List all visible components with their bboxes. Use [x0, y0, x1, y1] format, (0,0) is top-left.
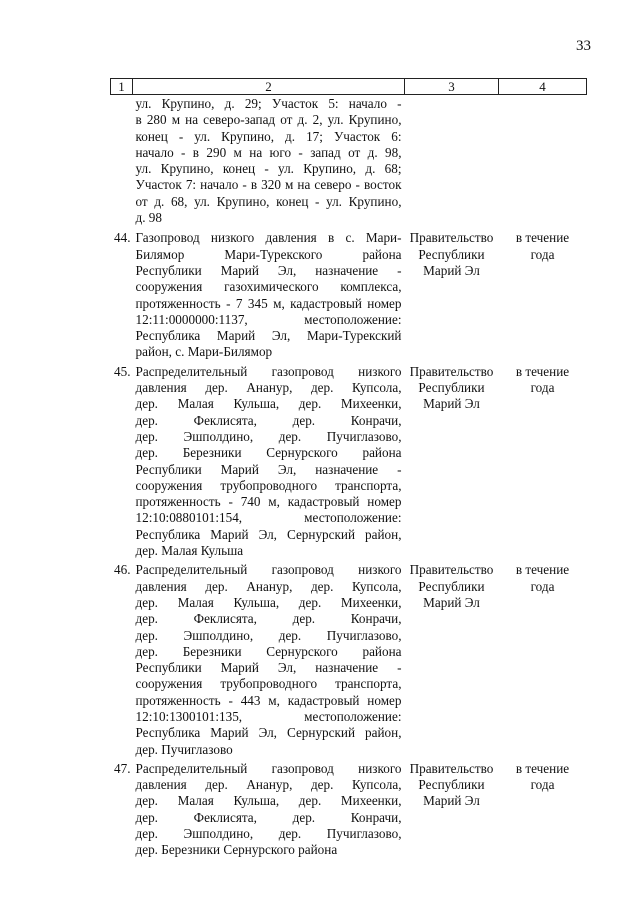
row-executor: [405, 562, 499, 761]
row-term: [499, 230, 587, 363]
executor-line: Республики: [418, 578, 485, 594]
continuation-description-cell: [133, 95, 405, 231]
description-line: протяженность - 7 345 м, кадастровый номер: [135, 295, 402, 311]
executor-line: Марий Эл: [423, 396, 480, 412]
description-line: сооружения трубопроводного транспорта,: [135, 676, 402, 692]
row-executor: [405, 761, 499, 862]
description-line: протяженность - 740 м, кадастровый номер: [135, 494, 402, 510]
description-line: Республики Марий Эл, назначение -: [135, 461, 402, 477]
term-line: в течение: [515, 760, 570, 776]
description-line: Республика Марий Эл, Сернурский район,: [135, 725, 402, 741]
table-body: [111, 95, 587, 862]
description-line: от д. 68, ул. Крупино, конец - ул. Крупино,: [135, 193, 402, 209]
description-line: начало - в 290 м на юго - запад от д. 98,: [135, 144, 402, 160]
registry-table: [110, 78, 587, 862]
column-header-term: 4: [499, 79, 587, 95]
description-line: давления дер. Ананур, дер. Купсола,: [135, 380, 402, 396]
term-line: года: [530, 777, 555, 793]
description-line: дер. Пучиглазово: [135, 741, 233, 757]
executor-line: Марий Эл: [423, 594, 480, 610]
row-term: [499, 364, 587, 563]
row-number: 45.: [114, 363, 131, 379]
description-line: 12:10:0880101:154, местоположение:: [135, 510, 402, 526]
description-line: д. 98: [135, 210, 162, 226]
description-line: дер. Березники Сернурского района: [135, 842, 338, 858]
row-executor: [405, 230, 499, 363]
description-line: Билямор Мари-Турекского района: [135, 246, 402, 262]
description-line: дер. Малая Кульша, дер. Михеенки,: [135, 594, 402, 610]
table-row: [111, 761, 587, 862]
description-line: дер. Эшполдино, дер. Пучиглазово,: [135, 428, 402, 444]
row-term: [499, 562, 587, 761]
description-line: район, с. Мари-Билямор: [135, 344, 273, 360]
table-header-row: [111, 79, 587, 95]
description-line: дер. Феклисята, дер. Конрачи,: [135, 412, 402, 428]
column-header-description: 2: [133, 79, 405, 95]
row-number: 47.: [114, 760, 131, 776]
description-line: сооружения трубопроводного транспорта,: [135, 477, 402, 493]
description-line: Распределительный газопровод низкого: [135, 562, 402, 578]
row-number: 46.: [114, 562, 131, 578]
description-line: Газопровод низкого давления в с. Мари-: [135, 230, 402, 246]
description-line: Республики Марий Эл, назначение -: [135, 262, 402, 278]
description-line: дер. Малая Кульша, дер. Михеенки,: [135, 793, 402, 809]
description-line: дер. Березники Сернурского района: [135, 445, 402, 461]
executor-line: Правительство: [409, 562, 494, 578]
executor-line: Правительство: [409, 760, 494, 776]
column-header-number: 1: [111, 79, 133, 95]
description-line: Распределительный газопровод низкого: [135, 363, 402, 379]
description-line: давления дер. Ананур, дер. Купсола,: [135, 578, 402, 594]
description-line: 12:11:0000000:1137, местоположение:: [135, 311, 402, 327]
description-line: ул. Крупино, д. 29; Участок 5: начало -: [135, 96, 402, 111]
description-line: Республика Марий Эл, Мари-Турекский: [135, 328, 402, 344]
table-row: [111, 562, 587, 761]
row-description: [133, 364, 405, 563]
term-line: в течение: [515, 363, 570, 379]
description-line: Распределительный газопровод низкого: [135, 760, 402, 776]
description-line: дер. Эшполдино, дер. Пучиглазово,: [135, 826, 402, 842]
continuation-number-cell: [111, 95, 133, 231]
executor-line: Правительство: [409, 363, 494, 379]
description-line: ул. Крупино, конец - ул. Крупино, д. 68;: [135, 161, 402, 177]
description-line: Республики Марий Эл, назначение -: [135, 660, 402, 676]
row-description: [133, 761, 405, 862]
description-line: давления дер. Ананур, дер. Купсола,: [135, 777, 402, 793]
term-line: года: [530, 246, 555, 262]
executor-line: Марий Эл: [423, 262, 480, 278]
description-line: Участок 7: начало - в 320 м на северо - восток: [135, 177, 402, 193]
description-line: протяженность - 443 м, кадастровый номер: [135, 692, 402, 708]
executor-line: Республики: [418, 380, 485, 396]
row-executor: [405, 364, 499, 563]
continuation-row: [111, 95, 587, 231]
page-number: 33: [576, 38, 591, 54]
term-line: в течение: [515, 562, 570, 578]
continuation-executor-cell: [405, 95, 499, 231]
table-row: [111, 364, 587, 563]
executor-line: Марий Эл: [423, 793, 480, 809]
continuation-term-cell: [499, 95, 587, 231]
description-line: дер. Эшполдино, дер. Пучиглазово,: [135, 627, 402, 643]
description-line: дер. Феклисята, дер. Конрачи,: [135, 809, 402, 825]
row-description: [133, 230, 405, 363]
term-line: года: [530, 380, 555, 396]
column-header-executor: 3: [405, 79, 499, 95]
description-line: дер. Березники Сернурского района: [135, 643, 402, 659]
description-line: конец - ул. Крупино, д. 17; Участок 6:: [135, 128, 402, 144]
description-line: 12:10:1300101:135, местоположение:: [135, 708, 402, 724]
executor-line: Республики: [418, 246, 485, 262]
row-description: [133, 562, 405, 761]
executor-line: Правительство: [409, 230, 494, 246]
table-row: [111, 230, 587, 363]
executor-line: Республики: [418, 777, 485, 793]
row-term: [499, 761, 587, 862]
term-line: в течение: [515, 230, 570, 246]
description-line: в 280 м на северо-запад от д. 2, ул. Крупино,: [135, 112, 402, 128]
description-line: дер. Малая Кульша, дер. Михеенки,: [135, 396, 402, 412]
description-line: Республика Марий Эл, Сернурский район,: [135, 526, 402, 542]
description-line: сооружения газохимического комплекса,: [135, 279, 402, 295]
description-line: дер. Малая Кульша: [135, 543, 244, 559]
row-number: 44.: [114, 230, 131, 246]
description-line: дер. Феклисята, дер. Конрачи,: [135, 611, 402, 627]
term-line: года: [530, 578, 555, 594]
